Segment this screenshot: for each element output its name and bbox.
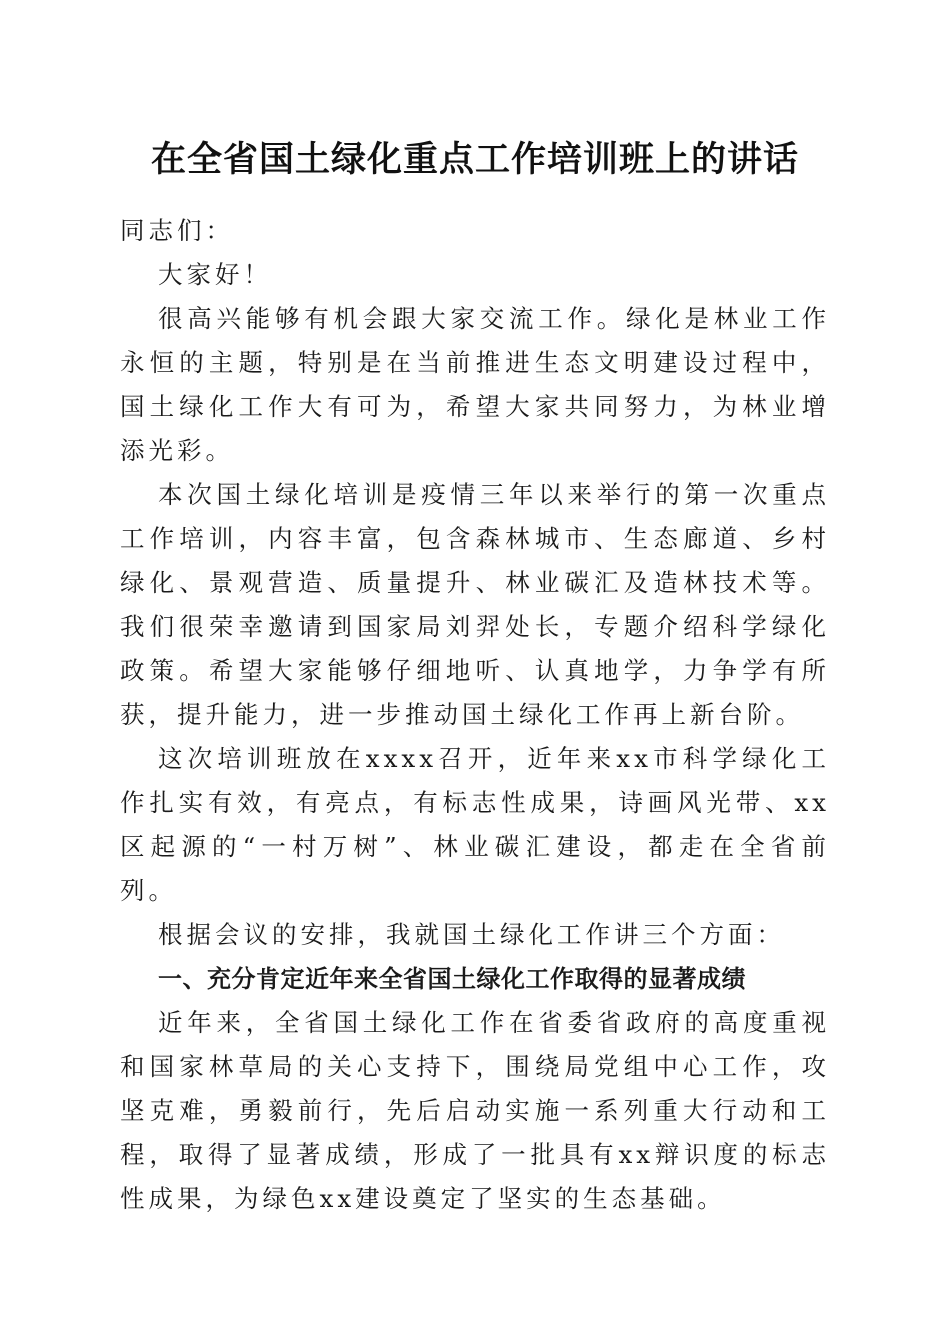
section-1-paragraph: 近年来，全省国土绿化工作在省委省政府的高度重视和国家林草局的关心支持下，围绕局党组中心工作，攻坚克难，勇毅前行，先后启动实施一系列重大行动和工程，取得了显著成绩，形成了一批具有xx辩识度的标志性成果，为绿色xx建设奠定了坚实的生态基础。 bbox=[120, 1008, 830, 1213]
paragraph-training: 本次国土绿化培训是疫情三年以来举行的第一次重点工作培训，内容丰富，包含森林城市、生态廊道、乡村绿化、景观营造、质量提升、林业碳汇及造林技术等。我们很荣幸邀请到国家局刘羿处长，专题介绍科学绿化政策。希望大家能够仔细地听、认真地学，力争学有所获，提升能力，进一步推动国土绿化工作再上新台阶。 bbox=[120, 480, 830, 729]
paragraph-venue: 这次培训班放在xxxx召开，近年来xx市科学绿化工作扎实有效，有亮点，有标志性成果，诗画风光带、xx区起源的“一村万树”、林业碳汇建设，都走在全省前列。 bbox=[120, 744, 830, 905]
salutation: 同志们： bbox=[120, 216, 234, 245]
paragraph-intro: 很高兴能够有机会跟大家交流工作。绿化是林业工作永恒的主题，特别是在当前推进生态文明建设过程中，国土绿化工作大有可为，希望大家共同努力，为林业增添光彩。 bbox=[120, 304, 830, 465]
document-title: 在全省国土绿化重点工作培训班上的讲话 bbox=[150, 139, 799, 180]
paragraph-outline: 根据会议的安排，我就国土绿化工作讲三个方面： bbox=[158, 920, 785, 949]
section-heading-1: 一、充分肯定近年来全省国土绿化工作取得的显著成绩 bbox=[158, 965, 746, 993]
document-body bbox=[120, 209, 830, 1221]
greeting: 大家好！ bbox=[158, 260, 272, 289]
